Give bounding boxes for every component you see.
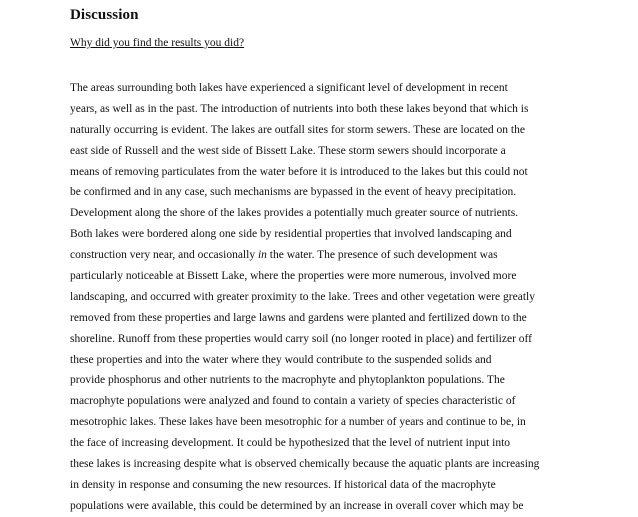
paragraph-line: years, as well as in the past. The introduction of nutrients into both these lakes beyond that which is — [70, 102, 529, 115]
paragraph-line: provide phosphorus and other nutrients to the macrophyte and phytoplankton populations. The — [70, 374, 505, 387]
paragraph-line: be confirmed and in any case, such mechanisms are bypassed in the event of heavy precipitation. — [70, 186, 517, 199]
paragraph-line: naturally occurring is evident. The lakes are outfall sites for storm sewers. These are located on the — [70, 123, 525, 136]
paragraph-line: these properties and into the water where they would contribute to the suspended solids and — [70, 353, 492, 366]
paragraph-line: means of removing particulates from the water before it is introduced to the lakes but this could not — [70, 165, 528, 178]
paragraph-line: macrophyte populations were analyzed and found to contain a variety of species characteristic of — [70, 395, 516, 408]
paragraph-line: particularly noticeable at Bissett Lake, where the properties were more numerous, involved more — [70, 270, 517, 283]
section-heading: Discussion — [70, 7, 139, 23]
paragraph-line: The areas surrounding both lakes have experienced a significant level of development in recent — [70, 82, 508, 94]
paragraph-line: the face of increasing development. It could be hypothesized that the level of nutrient input into — [70, 437, 511, 450]
paragraph-line: shoreline. Runoff from these properties would carry soil (no longer rooted in place) and fertilizer off — [70, 332, 532, 345]
line-text: construction very near, and occasionally — [70, 249, 258, 262]
paragraph-line: Development along the shore of the lakes provides a potentially much greater source of nutrients. — [70, 207, 519, 220]
paragraph-line: populations were available, this could be determined by an increase in overall cover which may be — [70, 499, 524, 512]
paragraph-line: in density in response and consuming the new resources. If historical data of the macrophyte — [70, 478, 496, 491]
paragraph-line: east side of Russell and the west side of Bissett Lake. These storm sewers should incorporate a — [70, 144, 506, 157]
paragraph-line: mesotrophic lakes. These lakes have been mesotrophic for a number of years and continue to be, in — [70, 416, 526, 429]
paragraph-line: landscaping, and occurred with greater proximity to the lake. Trees and other vegetation were greatly — [70, 290, 535, 303]
discussion-paragraph — [70, 78, 638, 517]
section-question: Why did you find the results you did? — [70, 37, 245, 49]
italic-word: in — [257, 249, 267, 262]
line-text: the water. The presence of such development was — [266, 249, 498, 262]
paragraph-line: removed from these properties and large lawns and gardens were planted and fertilized down to the — [70, 311, 527, 324]
paragraph-line — [70, 245, 638, 266]
paragraph-line: these lakes is increasing despite what is observed chemically because the aquatic plants are increasing — [70, 458, 540, 471]
paragraph-line: Both lakes were bordered along one side by residential properties that involved landscaping and — [70, 228, 512, 241]
